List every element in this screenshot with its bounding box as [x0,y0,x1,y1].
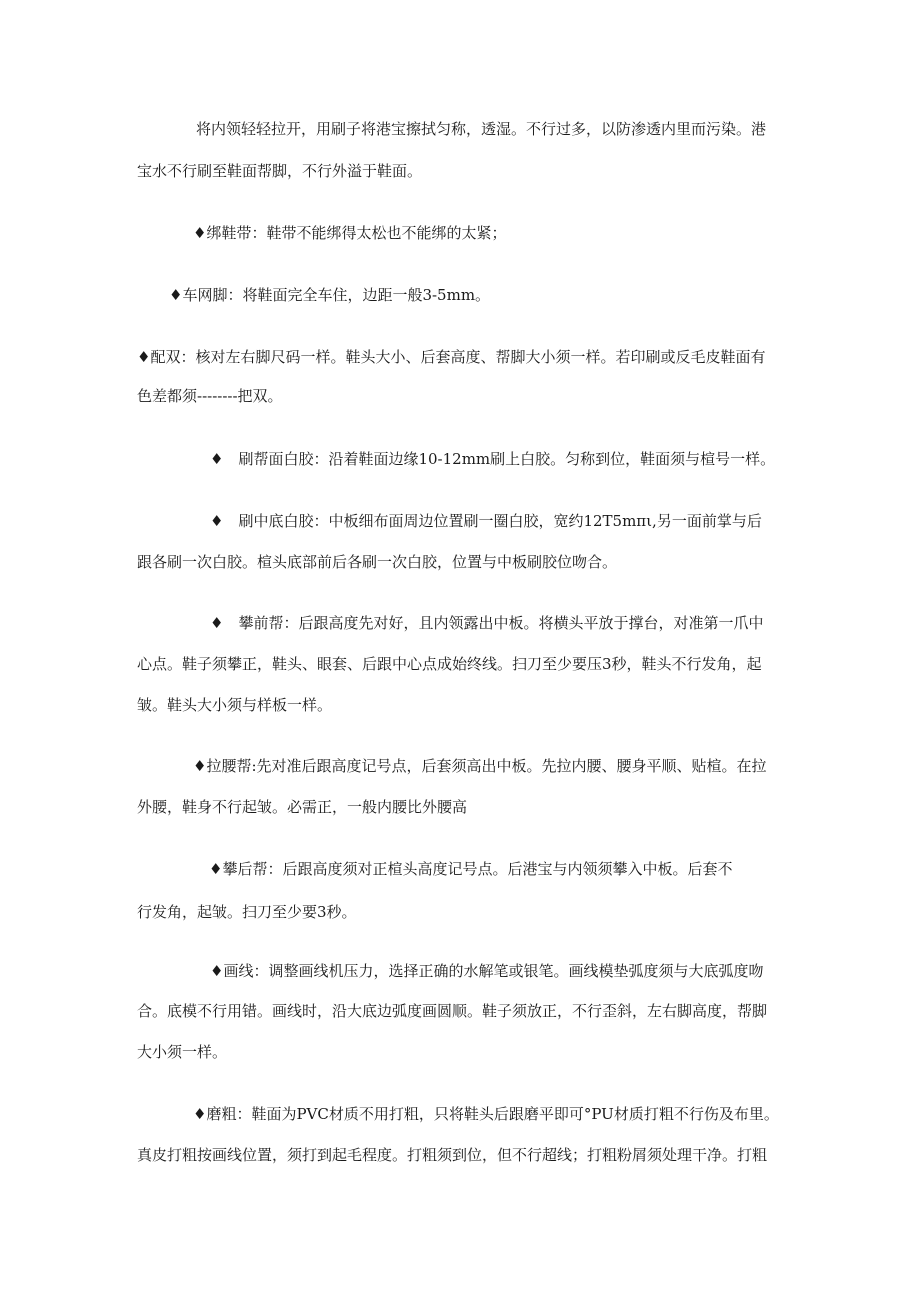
text-line: ♦ 攀前帮：后跟高度先对好，且内领露出中板。将横头平放于撑台，对准第一爪中 [210,614,764,632]
text-line: ♦配双：核对左右脚尺码一样。鞋头大小、后套高度、帮脚大小须一样。若印刷或反毛皮鞋面有 [137,348,766,366]
text-line: 色差都须--------把双。 [137,387,283,405]
text-line: 心点。鞋子须攀正，鞋头、眼套、后跟中心点成始终线。扫刀至少要压3秒，鞋头不行发角，起 [137,655,762,673]
text-line: 外腰，鞋身不行起皱。必需正，一般内腰比外腰高 [137,798,468,816]
text-line: 皱。鞋头大小须与样板一样。 [137,696,333,714]
text-line: ♦绑鞋带：鞋带不能绑得太松也不能绑的太紧； [193,224,507,242]
text-line: ♦ 刷中底白胶：中板细布面周边位置刷一圈白胶，宽约12T5mπι,另一面前掌与后 [210,512,762,530]
text-line: 真皮打粗按画线位置，须打到起毛程度。打粗须到位，但不行超线；打粗粉屑须处理干净。打粗 [137,1146,768,1164]
text-line: 宝水不行刷至鞋面帮脚，不行外溢于鞋面。 [137,162,423,180]
text-line: 合。底模不行用错。画线时，沿大底边弧度画圆顺。鞋子须放正，不行歪斜，左右脚高度，帮脚 [137,1002,768,1020]
text-line: ♦磨粗：鞋面为PVC材质不用打粗，只将鞋头后跟磨平即可°PU材质打粗不行伤及布里。 [193,1105,779,1123]
text-line: 跟各刷一次白胶。楦头底部前后各刷一次白胶，位置与中板刷胶位吻合。 [137,553,618,571]
text-line: ♦画线：调整画线机压力，选择正确的水解笔或银笔。画线模垫弧度须与大底弧度吻 [210,962,764,980]
text-line: 大小须一样。 [137,1043,228,1061]
text-line: ♦拉腰帮:先对准后跟高度记号点，后套须高出中板。先拉内腰、腰身平顺、贴楦。在拉 [193,757,767,775]
text-line: 行发角，起皱。扫刀至少要3秒。 [137,903,357,921]
text-line: ♦车网脚：将鞋面完全车住，边距一般3-5mm。 [169,286,491,304]
text-line: ♦攀后帮：后跟高度须对正楦头高度记号点。后港宝与内领须攀入中板。后套不 [209,860,733,878]
text-line: 将内领轻轻拉开，用刷子将港宝擦拭匀称，透湿。不行过多，以防渗透内里而污染。港 [196,120,767,138]
text-line: ♦ 刷帮面白胶：沿着鞋面边缘10-12mm刷上白胶。匀称到位，鞋面须与楦号一样。 [210,450,776,468]
